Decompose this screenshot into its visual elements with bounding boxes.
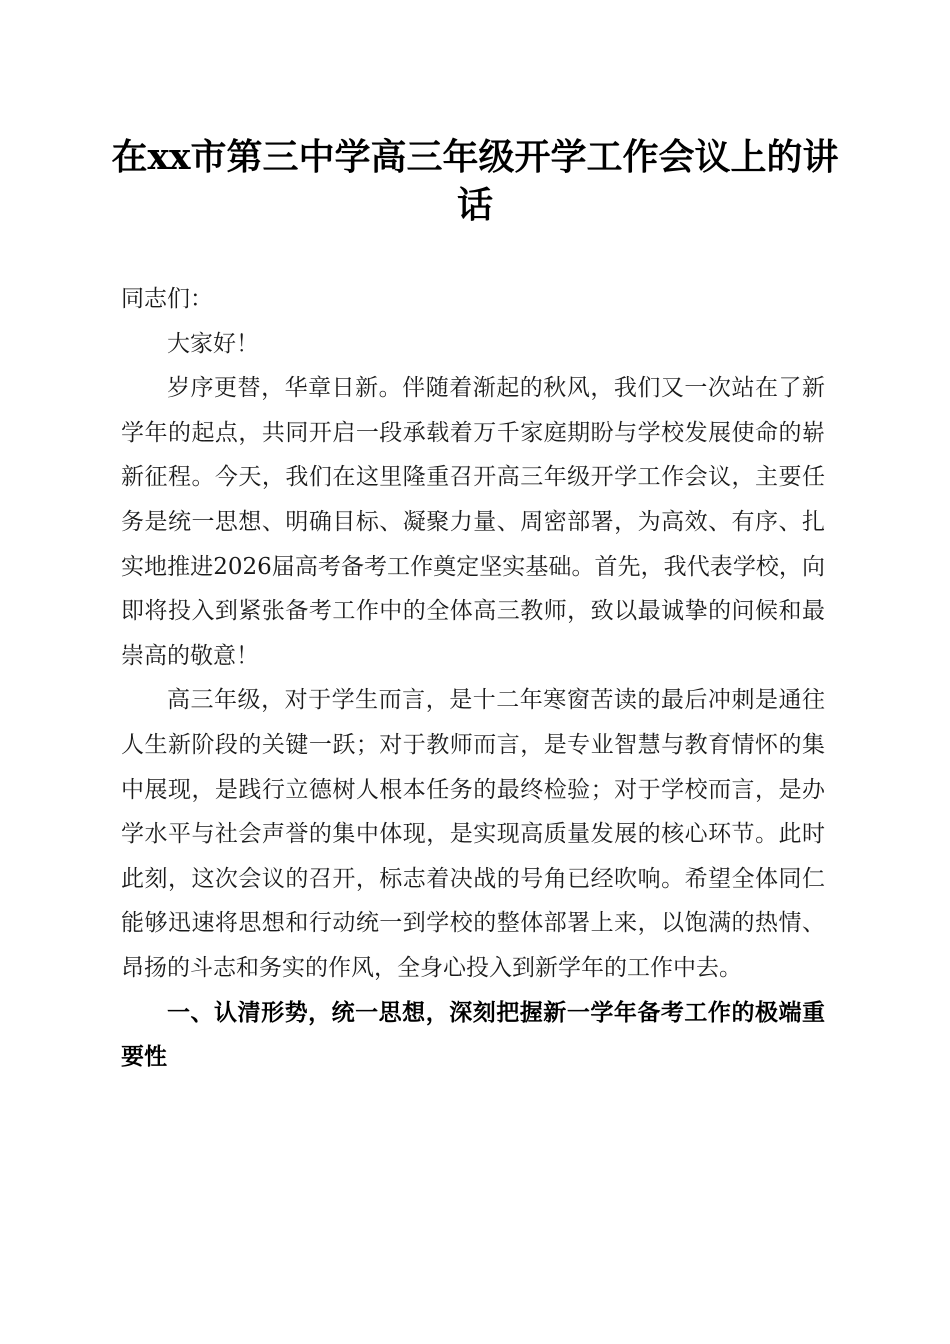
document-title: 在xx市第三中学高三年级开学工作会议上的讲话 [111,136,839,226]
paragraph: 岁序更替，华章日新。伴随着渐起的秋风，我们又一次站在了新学年的起点，共同开启一段承载着万千家庭期盼与学校发展使命的崭新征程。今天，我们在这里隆重召开高三年级开学工作会议，主要任务是统一思想、明确目标、凝聚力量、周密部署，为高效、有序、扎实地推进2026届高考备考工作奠定坚实基础。首先，我代表学校，向即将投入到紧张备考工作中的全体高三教师，致以最诚挚的问候和最崇高的敬意！ [121,375,825,669]
section-heading: 一、认清形势，统一思想，深刻把握新一学年备考工作的极端重要性 [121,999,825,1071]
document-body [121,277,825,1080]
greeting: 大家好！ [167,330,259,357]
salutation: 同志们： [121,286,213,312]
paragraph: 高三年级，对于学生而言，是十二年寒窗苦读的最后冲刺是通往人生新阶段的关键一跃；对于教师而言，是专业智慧与教育情怀的集中展现，是践行立德树人根本任务的最终检验；对于学校而言，是办学水平与社会声誉的集中体现，是实现高质量发展的核心环节。此时此刻，这次会议的召开，标志着决战的号角已经吹响。希望全体同仁能够迅速将思想和行动统一到学校的整体部署上来，以饱满的热情、昂扬的斗志和务实的作风，全身心投入到新学年的工作中去。 [121,687,825,981]
